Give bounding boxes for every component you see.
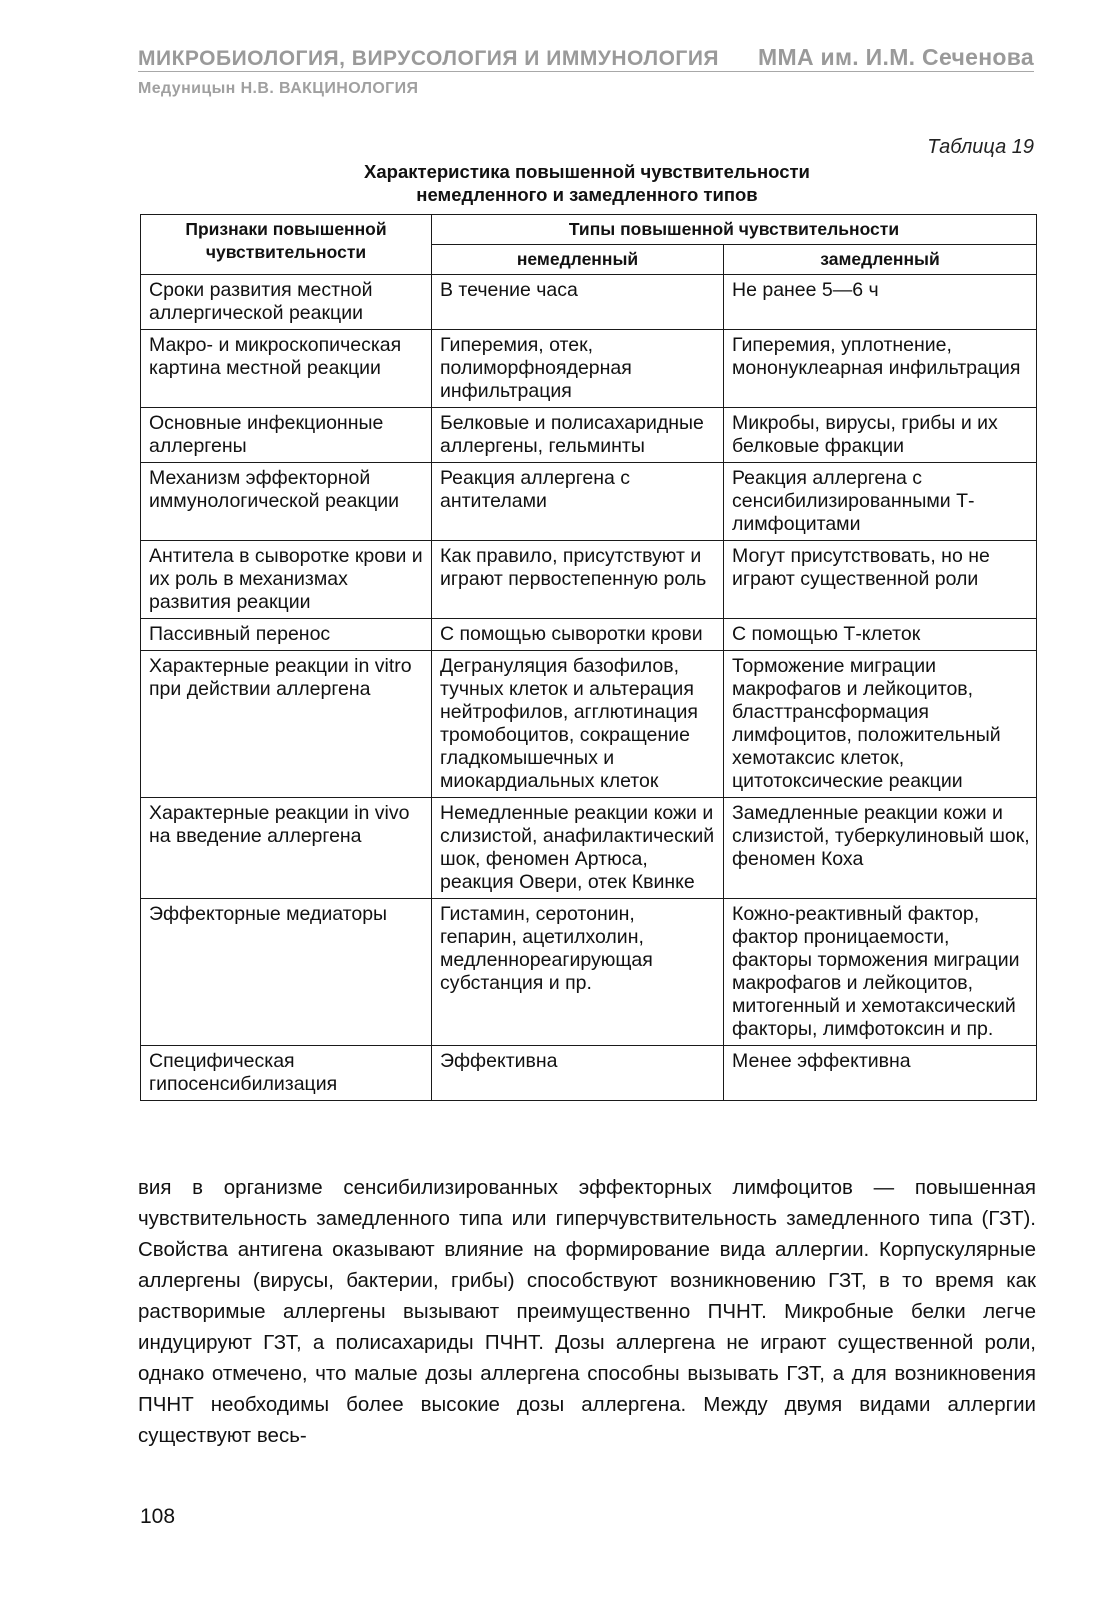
- hypersensitivity-table: [140, 214, 1037, 1101]
- cell-delayed: С помощью Т-клеток: [724, 619, 1037, 651]
- header-subject: МИКРОБИОЛОГИЯ, ВИРУСОЛОГИЯ И ИММУНОЛОГИЯ: [138, 47, 720, 70]
- cell-sign: Механизм эффекторной иммунологической реакции: [141, 463, 432, 541]
- running-header: [138, 44, 1034, 71]
- cell-sign: Специфическая гипосенсибилизация: [141, 1046, 432, 1101]
- cell-delayed: Замедленные реакции кожи и слизистой, туберкулиновый шок, феномен Коха: [724, 798, 1037, 899]
- header-types: Типы повышенной чувствительности: [432, 215, 1037, 245]
- cell-sign: Характерные реакции in vitro при действии аллергена: [141, 651, 432, 798]
- body-paragraph: вия в организме сенсибилизированных эффекторных лимфоцитов — повышенная чувствительность замедленного типа или гиперчувствительность замедленного типа (ГЗТ). Свойства антигена оказывают влияние на формирование вида аллергии. Корпускулярные аллергены (вирусы, бактерии, грибы) способствуют возникновению ГЗТ, в то время как растворимые аллергены вызывают преимущественно ПЧНТ. Микробные белки легче индуцируют ГЗТ, а полисахариды ПЧНТ. Дозы аллергена не играют существенной роли, однако отмечено, что малые дозы аллергена способны вызывать ГЗТ, а для возникновения ПЧНТ необходимы более высокие дозы аллергена. Между двумя видами аллергии существуют весь-: [138, 1176, 1036, 1447]
- cell-sign: Макро- и микроскопическая картина местной реакции: [141, 330, 432, 408]
- cell-immediate: С помощью сыворотки крови: [432, 619, 724, 651]
- cell-immediate: Гистамин, серотонин, гепарин, ацетилхолин, медленнореагирующая субстанция и пр.: [432, 899, 724, 1046]
- table-row: [141, 1046, 1037, 1101]
- cell-sign: Антитела в сыворотке крови и их роль в механизмах развития реакции: [141, 541, 432, 619]
- cell-delayed: Могут присутствовать, но не играют существенной роли: [724, 541, 1037, 619]
- cell-sign: Характерные реакции in vivo на введение аллергена: [141, 798, 432, 899]
- cell-delayed: Гиперемия, уплотнение, мононуклеарная инфильтрация: [724, 330, 1037, 408]
- cell-sign: Пассивный перенос: [141, 619, 432, 651]
- header-delayed: замедленный: [724, 245, 1037, 275]
- table-title-line-2: немедленного и замедленного типов: [416, 184, 758, 205]
- table-header-row: [141, 215, 1037, 245]
- cell-immediate: Эффективна: [432, 1046, 724, 1101]
- table-row: [141, 798, 1037, 899]
- header-immediate: немедленный: [432, 245, 724, 275]
- cell-immediate: Белковые и полисахаридные аллергены, гельминты: [432, 408, 724, 463]
- table-row: [141, 899, 1037, 1046]
- cell-sign: Сроки развития местной аллергической реакции: [141, 275, 432, 330]
- header-institution: ММА им. И.М. Сеченова: [758, 44, 1034, 70]
- cell-sign: Эффекторные медиаторы: [141, 899, 432, 1046]
- table-row: [141, 408, 1037, 463]
- header-author-title: Медуницын Н.В. ВАКЦИНОЛОГИЯ: [138, 80, 419, 97]
- cell-delayed: Реакция аллергена с сенсибилизированными Т-лимфоцитами: [724, 463, 1037, 541]
- table-row: [141, 541, 1037, 619]
- cell-immediate: В течение часа: [432, 275, 724, 330]
- cell-delayed: Менее эффективна: [724, 1046, 1037, 1101]
- cell-immediate: Немедленные реакции кожи и слизистой, анафилактический шок, феномен Артюса, реакция Овери, отек Квинке: [432, 798, 724, 899]
- table-label: Таблица 19: [927, 136, 1034, 158]
- table-title-line-1: Характеристика повышенной чувствительности: [364, 161, 810, 182]
- cell-immediate: Реакция аллергена с антителами: [432, 463, 724, 541]
- cell-sign: Основные инфекционные аллергены: [141, 408, 432, 463]
- table-row: [141, 275, 1037, 330]
- table-row: [141, 330, 1037, 408]
- cell-delayed: Кожно-реактивный фактор, фактор проницаемости, факторы торможения миграции макрофагов и лейкоцитов, митогенный и хемотаксический факторы, лимфотоксин и пр.: [724, 899, 1037, 1046]
- table-row: [141, 463, 1037, 541]
- cell-delayed: Торможение миграции макрофагов и лейкоцитов, бласттрансформация лимфоцитов, положительный хемотаксис клеток, цитотоксические реакции: [724, 651, 1037, 798]
- cell-delayed: Не ранее 5—6 ч: [724, 275, 1037, 330]
- cell-immediate: Дегрануляция базофилов, тучных клеток и альтерация нейтрофилов, агглютинация тромобоцитов, сокращение гладкомышечных и миокардиальных клеток: [432, 651, 724, 798]
- cell-delayed: Микробы, вирусы, грибы и их белковые фракции: [724, 408, 1037, 463]
- table-row: [141, 651, 1037, 798]
- table-row: [141, 619, 1037, 651]
- cell-immediate: Как правило, присутствуют и играют первостепенную роль: [432, 541, 724, 619]
- header-signs: Признаки повышенной чувствительности: [141, 215, 432, 275]
- page-number: 108: [140, 1505, 176, 1528]
- cell-immediate: Гиперемия, отек, полиморфноядерная инфильтрация: [432, 330, 724, 408]
- header-divider: [138, 71, 1034, 72]
- table-title: [138, 160, 1036, 206]
